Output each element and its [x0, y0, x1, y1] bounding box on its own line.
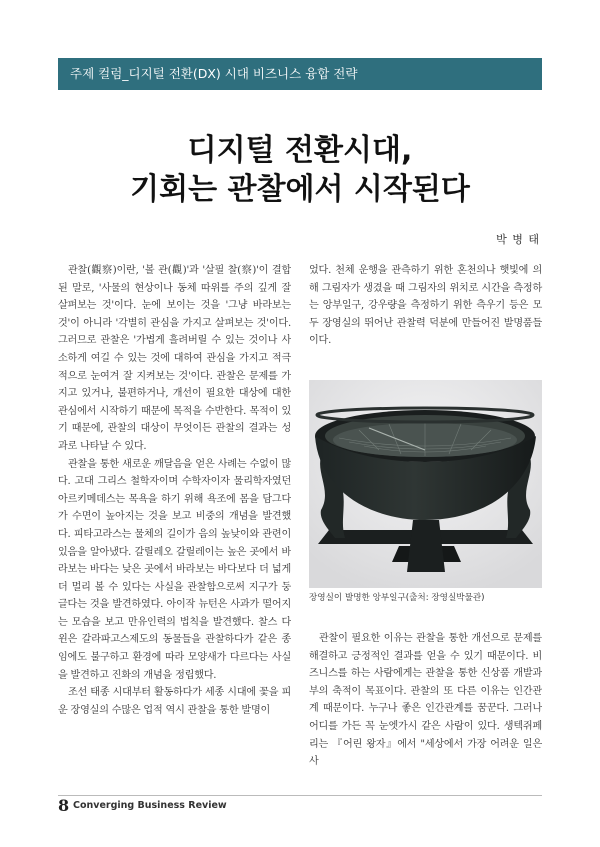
- publication-name: Converging Business Review: [73, 800, 227, 811]
- right-column-top: [309, 262, 542, 350]
- right-column-bottom: [309, 630, 542, 786]
- sundial-photo: [309, 380, 542, 588]
- left-column: [58, 262, 291, 786]
- body-paragraph: 관찰(觀察)이란, '볼 관(觀)'과 '살필 찰(察)'이 결합된 말로, '사물의 현상이나 동체 따위를 주의 깊게 잘 살펴보는 것'이다. 눈에 보이는 것을 '그냥 바라보는 것'이 아니라 '각별히 관심을 가지고 살펴보는 것'이다. 그러므로 관찰은 '가볍게 흘려버릴 수 있는 것이나 사소하게 여길 수 있는 것에 대하여 관심을 가지고 적극적으로 눈여겨 잘 지켜보는 것'이다. 관찰은 문제를 가지고 있거나, 불편하거나, 개선이 필요한 대상에 대한 관심에서 시작하기 때문에 목적을 수반한다. 목적이 있기 때문에, 관찰의 대상이 무엇이든 관찰의 결과는 성과로 나타날 수 있다.: [58, 265, 291, 452]
- body-paragraph: 관찰이 필요한 이유는 관찰을 통한 개선으로 문제를 해결하고 긍정적인 결과를 얻을 수 있기 때문이다. 비즈니스를 하는 사람에게는 관찰을 통한 신상품 개발과 부의 축적이 목표이다. 관찰의 또 다른 이유는 인간관계 때문이다. 누구나 좋은 인간관계를 꿈꾼다. 그러나 어디를 가든 꼭 눈엣가시 같은 사람이 있다. 생텍쥐페리는 『어린 왕자』에서 "세상에서 가장 어려운 일은 사: [309, 633, 542, 768]
- page-number: 8: [58, 796, 70, 815]
- author-name: 박 병 태: [496, 233, 540, 246]
- body-paragraph: 조선 태종 시대부터 활동하다가 세종 시대에 꽃을 피운 장영실의 수많은 업적 역시 관찰을 통한 발명이: [58, 687, 291, 716]
- title-line-2: 기회는 관찰에서 시작된다: [130, 172, 470, 207]
- article-title: [0, 131, 600, 209]
- body-paragraph: 관찰을 통한 새로운 깨달음을 얻은 사례는 수없이 많다. 고대 그리스 철학자이며 수학자이자 물리학자였던 아르키메데스는 목욕을 하기 위해 욕조에 몸을 담그다가 수면이 높아지는 것을 보고 비중의 개념을 발견했다. 피타고라스는 물체의 길이가 음의 높낮이와 관련이 있음을 알아냈다. 갈릴레오 갈릴레이는 높은 곳에서 바라보는 바다는 낮은 곳에서 바라보는 바다보다 더 넓게 더 멀리 볼 수 있다는 사실을 관찰함으로써 지구가 둥글다는 것을 발견하였다. 아이작 뉴턴은 사과가 떨어지는 모습을 보고 만유인력의 법칙을 발견했다. 찰스 다윈은 갈라파고스제도의 동물들을 관찰하다가 같은 종임에도 불구하고 환경에 따라 모양새가 다르다는 사실을 발견하고 진화의 개념을 정립했다.: [58, 458, 291, 681]
- footer-rule: [58, 795, 542, 796]
- body-paragraph: 었다. 천체 운행을 관측하기 위한 혼천의나 햇빛에 의해 그림자가 생겼을 때 그림자의 위치로 시간을 측정하는 앙부일구, 강우량을 측정하기 위한 측우기 등은 모두 장영실의 뛰어난 관찰력 덕분에 만들어진 발명품들이다.: [309, 265, 542, 347]
- photo-caption: 장영실이 발명한 앙부일구(출처: 장영실박물관): [309, 593, 485, 603]
- section-label: 주제 컬럼_디지털 전환(DX) 시대 비즈니스 융합 전략: [58, 58, 542, 90]
- title-line-1: 디지털 전환시대,: [187, 133, 413, 168]
